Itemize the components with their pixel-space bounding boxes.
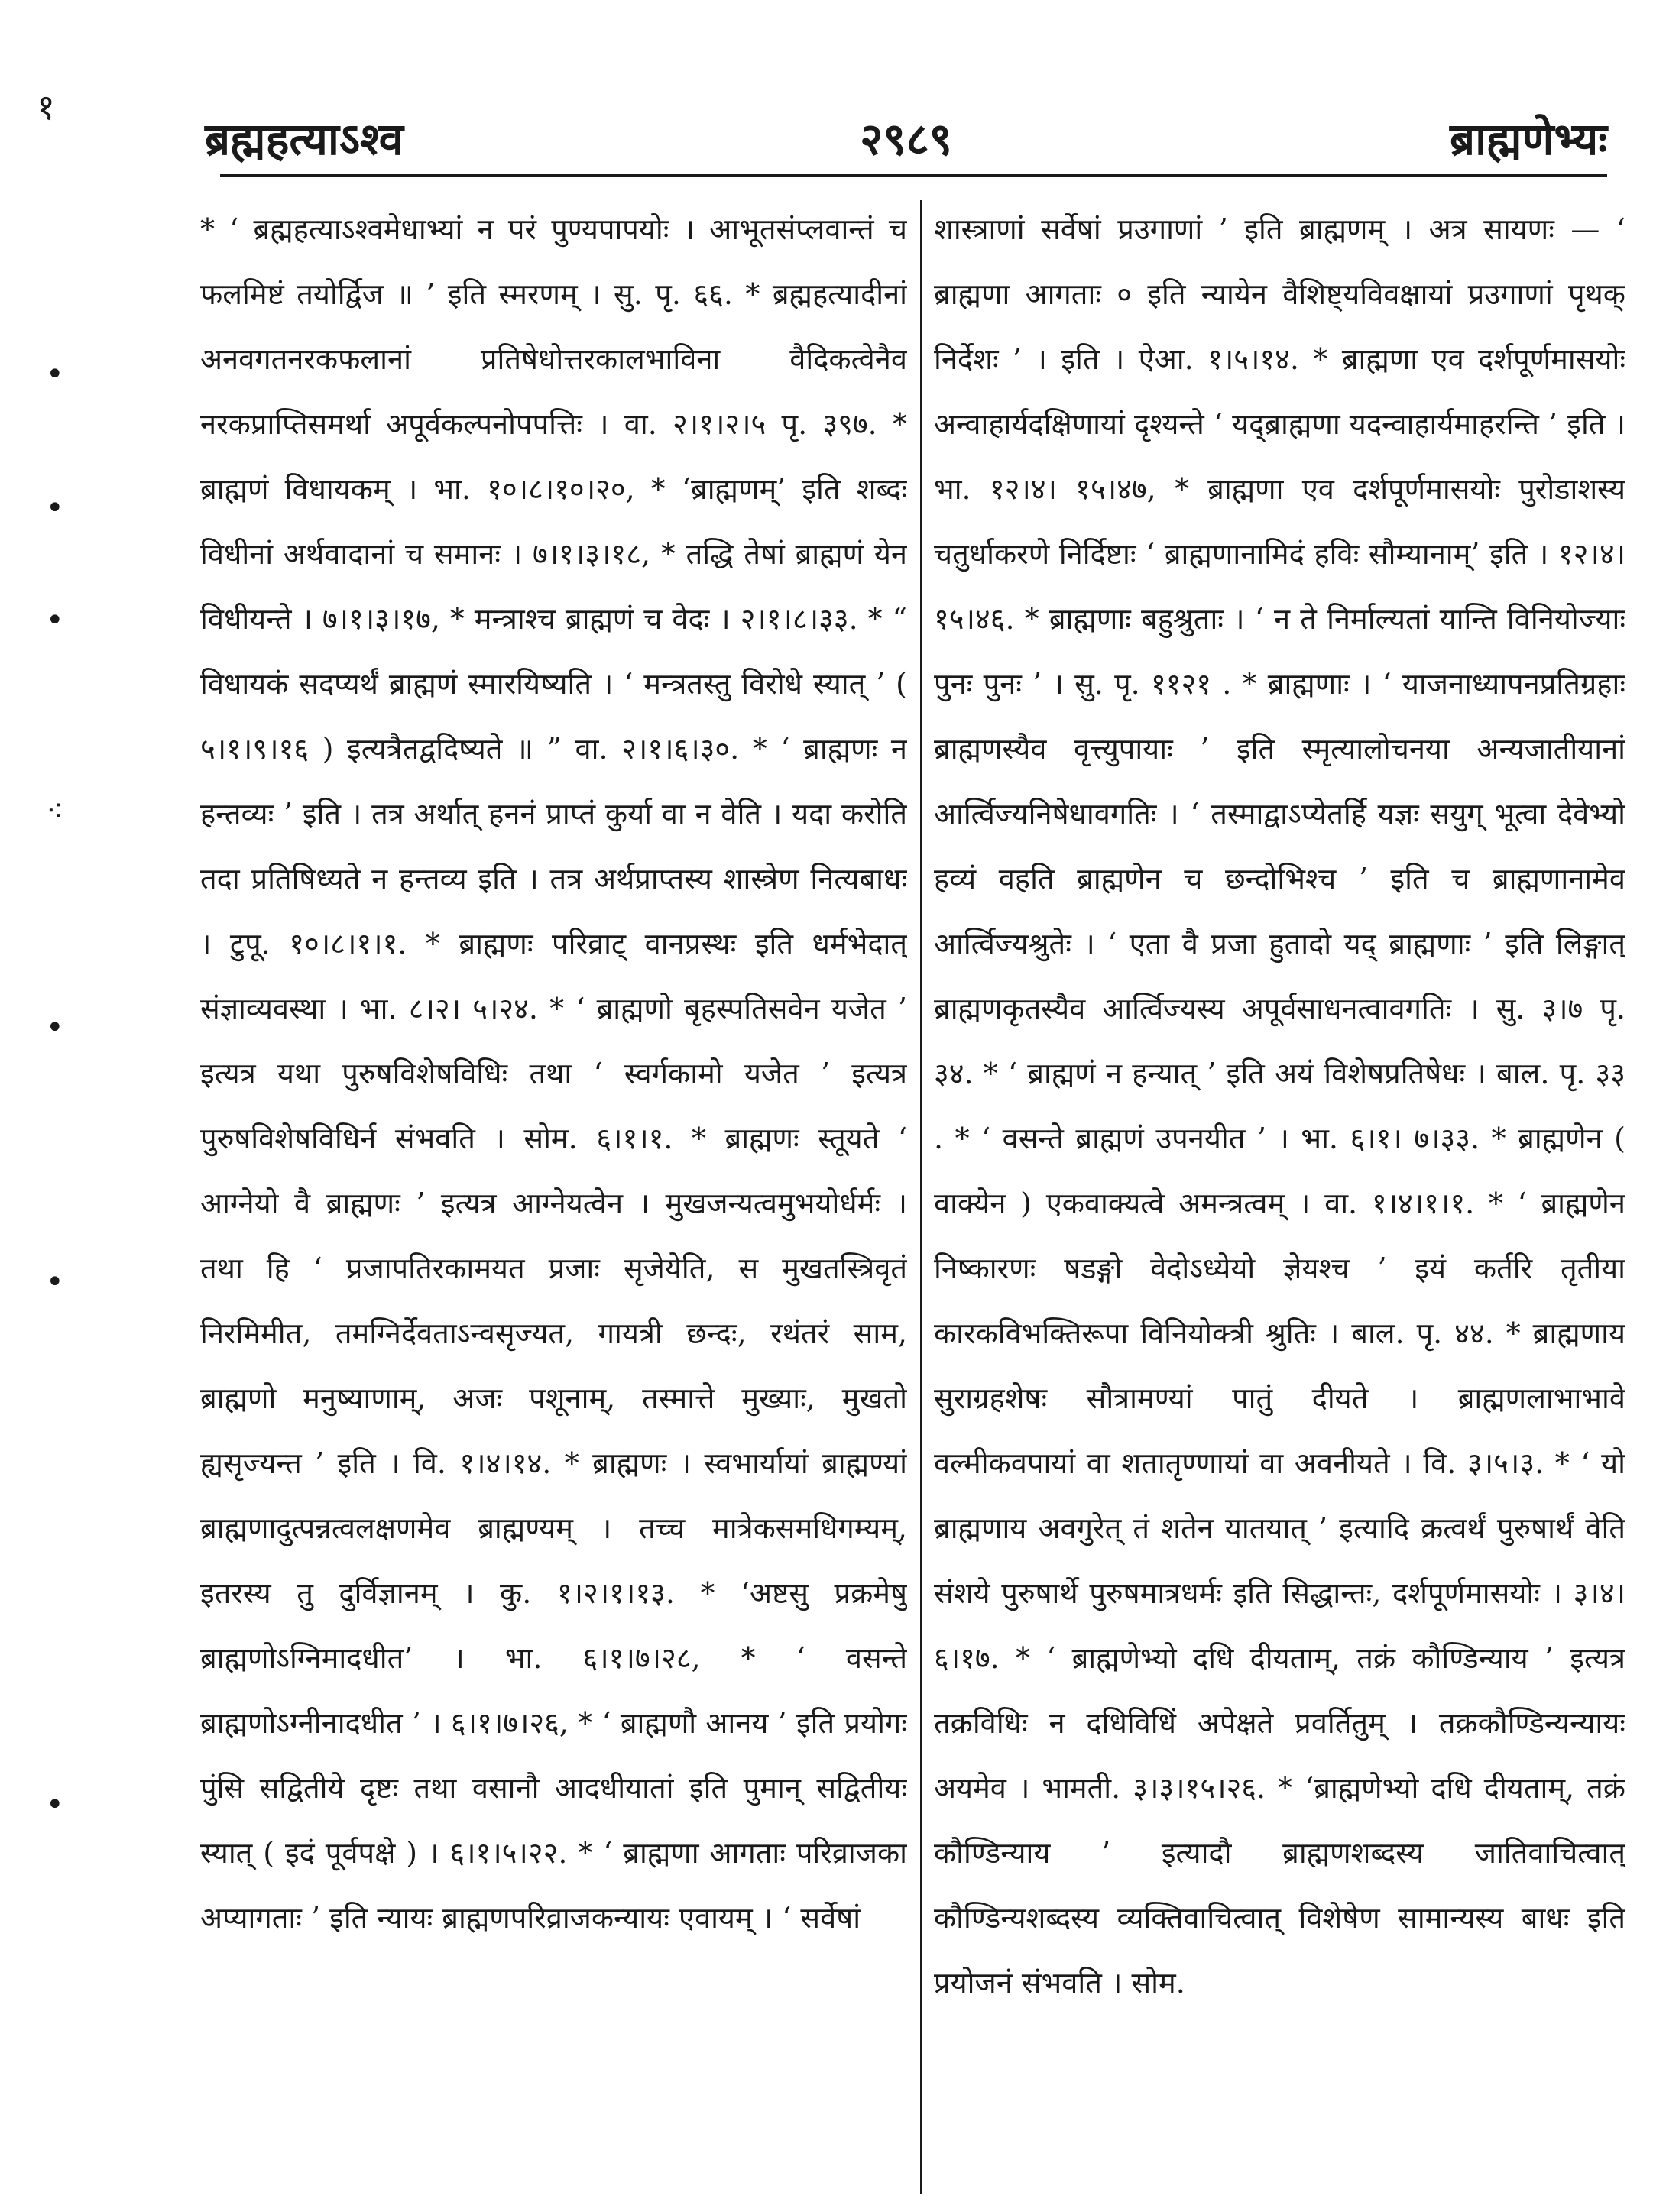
margin-dot: • — [46, 1787, 64, 1822]
header-right-guide-word: ब्राह्मणेभ्यः — [1449, 113, 1607, 165]
header-rule — [220, 174, 1607, 177]
right-column-text: शास्त्राणां सर्वेषां प्रउगाणां ’ इति ब्राह्मणम् । अत्र सायणः — ‘ ब्राह्मणा आगताः ० इति न्यायेन वैशिष्ट्यविवक्षायां प्रउगाणां पृथक् निर्देशः ’ । इति । ऐआ. १।५।१४. * ब्राह्मणा एव दर्शपूर्णमासयोः अन्वाहार्यदक्षिणायां दृश्यन्ते ‘ यद्ब्राह्मणा यदन्वाहार्यमाहरन्ति ’ इति । भा. १२।४। १५।४७, * ब्राह्मणा एव दर्शपूर्णमासयोः पुरोडाशस्य चतुर्धाकरणे निर्दिष्टाः ‘ ब्राह्मणानामिदं हविः सौम्यानाम्’ इति । १२।४।१५।४६. * ब्राह्मणाः बहुश्रुताः । ‘ न ते निर्माल्यतां यान्ति विनियोज्याः पुनः पुनः ’ । सु. पृ. ११२१ . * ब्राह्मणाः । ‘ याजनाध्यापनप्रतिग्रहाः ब्राह्मणस्यैव वृत्त्युपायाः ’ इति स्मृत्यालोचनया अन्यजातीयानां आर्त्विज्यनिषेधावगतिः । ‘ तस्माद्वाऽप्येतर्हि यज्ञः सयुग् भूत्वा देवेभ्यो हव्यं वहति ब्राह्मणेन च छन्दोभिश्च ’ इति च ब्राह्मणानामेव आर्त्विज्यश्रुतेः । ‘ एता वै प्रजा हुतादो यद् ब्राह्मणाः ’ इति लिङ्गात् ब्राह्मणकृतस्यैव आर्त्विज्यस्य अपूर्वसाधनत्वावगतिः । सु. ३।७ पृ. ३४. * ‘ ब्राह्मणं न हन्यात् ’ इति अयं विशेषप्रतिषेधः । बाल. पृ. ३३ . * ‘ वसन्ते ब्राह्मणं उपनयीत ’ । भा. ६।१। ७।३३. * ब्राह्मणेन ( वाक्येन ) एकवाक्यत्वे अमन्त्रत्वम् । वा. १।४।१।१. * ‘ ब्राह्मणेन निष्कारणः षडङ्गो वेदोऽध्येयो ज्ञेयश्च ’ इयं कर्तरि तृतीया कारकविभक्तिरूपा विनियोक्त्री श्रुतिः । बाल. पृ. ४४. * ब्राह्मणाय सुराग्रहशेषः सौत्रामण्यां पातुं दीयते । ब्राह्मणलाभाभावे वल्मीकवपायां वा शतातृण्णायां वा अवनीयते । वि. ३।५।३. * ‘ यो ब्राह्मणाय अवगुरेत् तं शतेन यातयात् ’ इत्यादि क्रत्वर्थं पुरुषार्थं वेति संशये पुरुषार्थे पुरुषमात्रधर्मः इति सिद्धान्तः, दर्शपूर्णमासयोः । ३।४।६।१७. * ‘ ब्राह्मणेभ्यो दधि दीयताम्, तक्रं कौण्डिन्याय ’ इत्यत्र तक्रविधिः न दधिविधिं अपेक्षते प्रवर्तितुम् । तक्रकौण्डिन्यन्यायः अयमेव । भामती. ३।३।१५।२६. * ‘ब्राह्मणेभ्यो दधि दीयताम्, तक्रं कौण्डिन्याय ’ इत्यादौ ब्राह्मणशब्दस्य जातिवाचित्वात् कौण्डिन्यशब्दस्य व्यक्तिवाचित्वात् विशेषेण सामान्यस्य बाधः इति प्रयोजनं संभवति । सोम. — [934, 212, 1625, 2000]
margin-dot: ⁖ — [46, 794, 64, 829]
margin-dot: • — [46, 1010, 64, 1045]
margin-dot: • — [46, 603, 64, 638]
page-number: २९८९ — [860, 113, 952, 165]
corner-mark: १ — [37, 86, 55, 128]
running-header — [205, 107, 1607, 168]
left-column — [200, 197, 907, 2191]
header-left-guide-word: ब्रह्महत्याऽश्व — [205, 113, 404, 165]
margin-dot: • — [46, 1265, 64, 1300]
left-column-text: * ‘ ब्रह्महत्याऽश्वमेधाभ्यां न परं पुण्यपापयोः । आभूतसंप्लवान्तं च फलमिष्टं तयोर्द्विज ॥ ’ इति स्मरणम् । सु. पृ. ६६. * ब्रह्महत्यादीनां अनवगतनरकफलानां प्रतिषेधोत्तरकालभाविना वैदिकत्वेनैव नरकप्राप्तिसमर्था अपूर्वकल्पनोपपत्तिः । वा. २।१।२।५ पृ. ३९७. * ब्राह्मणं विधायकम् । भा. १०।८।१०।२०, * ‘ब्राह्मणम्’ इति शब्दः विधीनां अर्थवादानां च समानः । ७।१।३।१८, * तद्धि तेषां ब्राह्मणं येन विधीयन्ते । ७।१।३।१७, * मन्त्राश्च ब्राह्मणं च वेदः । २।१।८।३३. * “ विधायकं सदप्यर्थं ब्राह्मणं स्मारयिष्यति । ‘ मन्त्रतस्तु विरोधे स्यात् ’ ( ५।१।९।१६ ) इत्यत्रैतद्वदिष्यते ॥ ” वा. २।१।६।३०. * ‘ ब्राह्मणः न हन्तव्यः ’ इति । तत्र अर्थात् हननं प्राप्तं कुर्या वा न वेति । यदा करोति तदा प्रतिषिध्यते न हन्तव्य इति । तत्र अर्थप्राप्तस्य शास्त्रेण नित्यबाधः । टुपू. १०।८।१।१. * ब्राह्मणः परिव्राट् वानप्रस्थः इति धर्मभेदात् संज्ञाव्यवस्था । भा. ८।२। ५।२४. * ‘ ब्राह्मणो बृहस्पतिसवेन यजेत ’ इत्यत्र यथा पुरुषविशेषविधिः तथा ‘ स्वर्गकामो यजेत ’ इत्यत्र पुरुषविशेषविधिर्न संभवति । सोम. ६।१।१. * ब्राह्मणः स्तूयते ‘ आग्नेयो वै ब्राह्मणः ’ इत्यत्र आग्नेयत्वेन । मुखजन्यत्वमुभयोर्धर्मः । तथा हि ‘ प्रजापतिरकामयत प्रजाः सृजेयेति, स मुखतस्त्रिवृतं निरमिमीत, तमग्निर्देवताऽन्वसृज्यत, गायत्री छन्दः, रथंतरं साम, ब्राह्मणो मनुष्याणाम्, अजः पशूनाम्, तस्मात्ते मुख्याः, मुखतो ह्यसृज्यन्त ’ इति । वि. १।४।१४. * ब्राह्मणः । स्वभार्यायां ब्राह्मण्यां ब्राह्मणादुत्पन्नत्वलक्षणमेव ब्राह्मण्यम् । तच्च मात्रेकसमधिगम्यम्, इतरस्य तु दुर्विज्ञानम् । कु. १।२।१।१३. * ‘अष्टसु प्रक्रमेषु ब्राह्मणोऽग्निमादधीत’ । भा. ६।१।७।२८, * ‘ वसन्ते ब्राह्मणोऽग्नीनादधीत ’ । ६।१।७।२६, * ‘ ब्राह्मणौ आनय ’ इति प्रयोगः पुंसि सद्वितीये दृष्टः तथा वसानौ आदधीयातां इति पुमान् सद्वितीयः स्यात् ( इदं पूर्वपक्षे ) । ६।१।५।२२. * ‘ ब्राह्मणा आगताः परिव्राजका अप्यागताः ’ इति न्यायः ब्राह्मणपरिव्राजकन्यायः एवायम् । ‘ सर्वेषां — [200, 212, 907, 1935]
right-column — [934, 197, 1625, 2191]
column-divider — [920, 200, 922, 2194]
margin-dot: • — [46, 357, 64, 392]
margin-dot: • — [46, 491, 64, 526]
